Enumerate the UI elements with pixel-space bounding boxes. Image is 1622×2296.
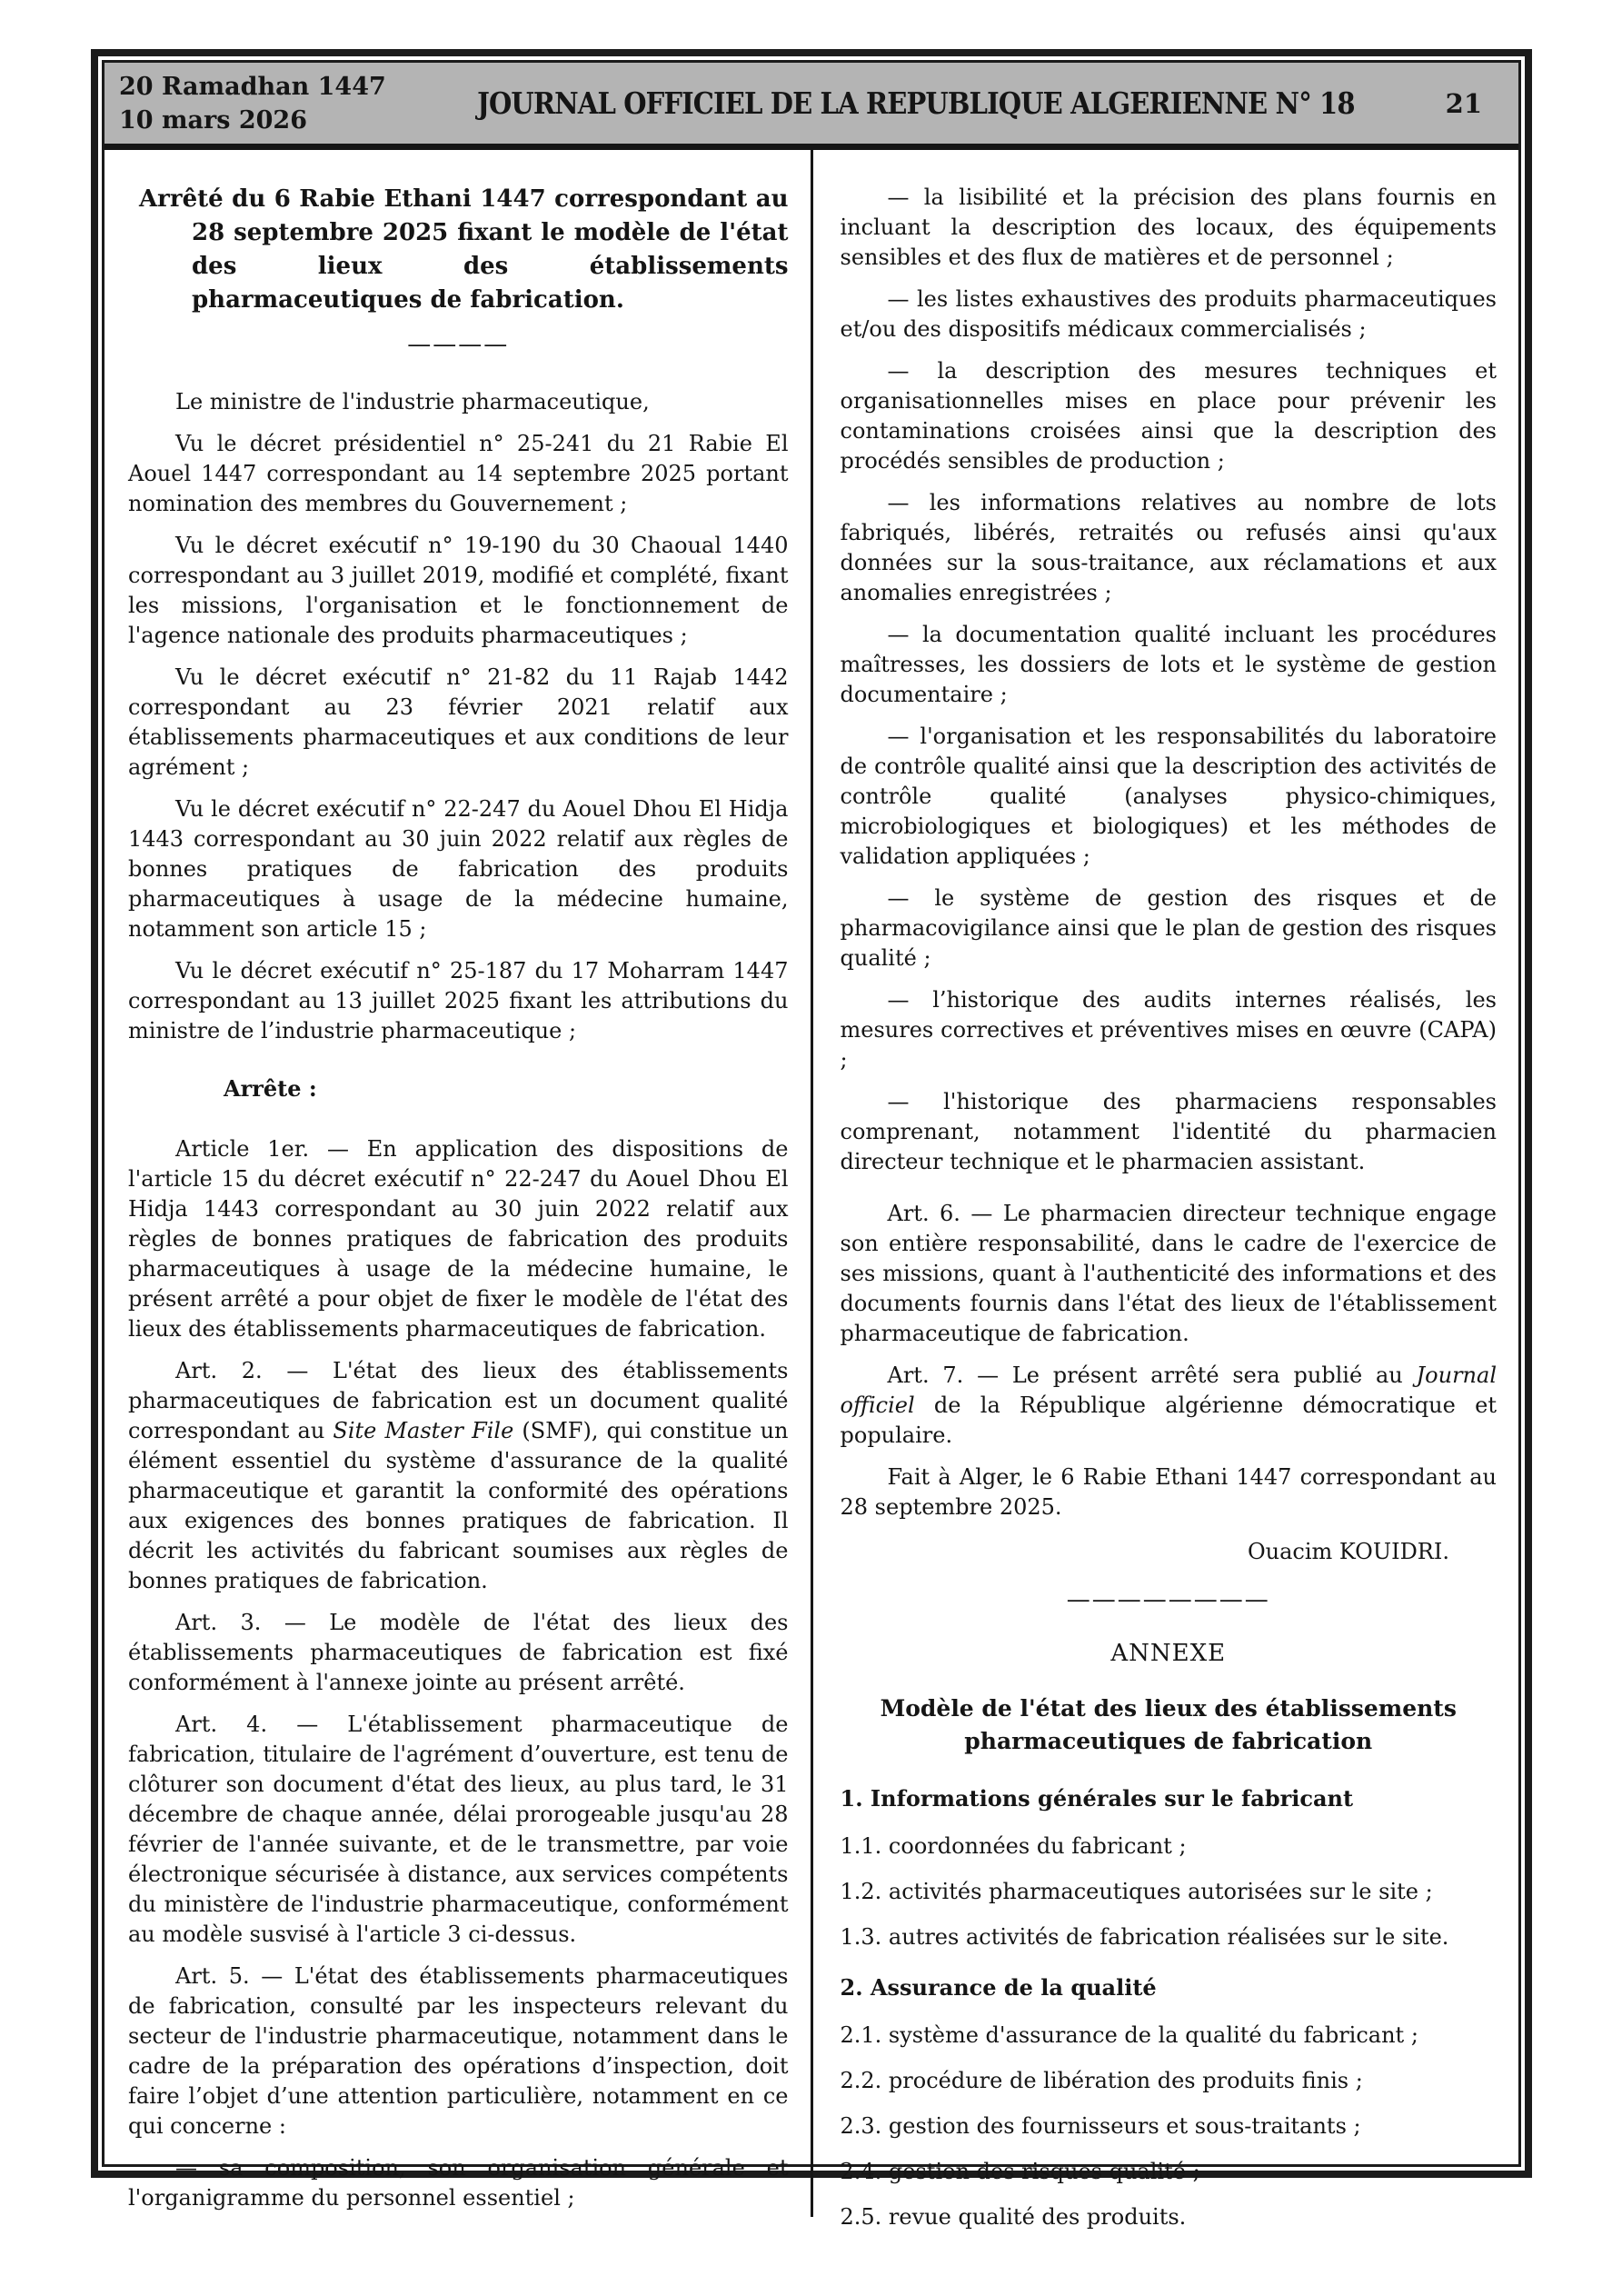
annexe-item-1-2: 1.2. activités pharmaceutiques autorisées sur le site ; xyxy=(840,1879,1433,1904)
document-body xyxy=(104,150,1518,2248)
annexe-item-1-3: 1.3. autres activités de fabrication réalisées sur le site. xyxy=(840,1924,1449,1950)
annexe-subtitle: Modèle de l'état des lieux des établissements pharmaceutiques de fabrication xyxy=(880,1695,1457,1754)
fait-paragraph: Fait à Alger, le 6 Rabie Ethani 1447 correspondant au 28 septembre 2025. xyxy=(840,1464,1497,1520)
visa-paragraph-2: Vu le décret exécutif n° 19-190 du 30 Chaoual 1440 correspondant au 3 juillet 2019, modifié et complété, fixant les missions, l'organisation et le fonctionnement de l'agence nationale des produits pharmaceutiques ; xyxy=(128,533,789,648)
article-4: Art. 4. — L'établissement pharmaceutique de fabrication, titulaire de l'agrément d’ouverture, est tenu de clôturer son document d'état des lieux, au plus tard, le 31 décembre de chaque année, délai prorogeable jusqu'au 28 février de l'année suivante, et de le transmettre, par voie électronique sécurisée à distance, aux services compétents du ministère de l'industrie pharmaceutique, conformément au modèle susvisé à l'article 3 ci-dessus. xyxy=(128,1712,789,1947)
paragraph-ministre: Le ministre de l'industrie pharmaceutique, xyxy=(175,389,650,414)
article-2-text-end: (SMF), qui constitue un élément essentiel du système d'assurance de la qualité pharmaceutique et garantit la conformité des opérations aux exigences des bonnes pratiques de fabrication. Il décrit les activités du fabricant soumises aux règles de bonnes pratiques de fabrication. xyxy=(128,1418,789,1593)
article-6: Art. 6. — Le pharmacien directeur technique engage son entière responsabilité, dans le cadre de l'exercice de ses missions, quant à l'authenticité des informations et des documents fournis dans l'état des lieux de l'établissement pharmaceutique de fabrication. xyxy=(840,1201,1497,1346)
arrete-title: Arrêté du 6 Rabie Ethani 1447 correspondant au 28 septembre 2025 fixant le modèle de l'état des lieux des établissements pharmaceutiques de fabrication. xyxy=(139,185,789,314)
dash-item-mesures: — la description des mesures techniques et organisationnelles mises en place pour prévenir les contaminations croisées ainsi que la description des procédés sensibles de production ; xyxy=(840,358,1497,474)
visa-paragraph-5: Vu le décret exécutif n° 25-187 du 17 Moharram 1447 correspondant au 13 juillet 2025 fixant les attributions du ministre de l’industrie pharmaceutique ; xyxy=(128,958,789,1043)
journal-title: JOURNAL OFFICIEL DE LA REPUBLIQUE ALGERIENNE N° 18 xyxy=(476,85,1355,121)
annexe-separator: ———————— xyxy=(1066,1586,1270,1613)
hijri-date: 20 Ramadhan 1447 xyxy=(119,72,386,101)
visa-paragraph-4: Vu le décret exécutif n° 22-247 du Aouel Dhou El Hidja 1443 correspondant au 30 juin 2022 relatif aux règles de bonnes pratiques de fabrication des produits pharmaceutiques à usage de la médecine humaine, notamment son article 15 ; xyxy=(128,796,789,942)
article-2 xyxy=(128,1356,789,1596)
annexe-item-2-3: 2.3. gestion des fournisseurs et sous-traitants ; xyxy=(840,2113,1361,2139)
dash-item-composition: — sa composition, son organisation générale et l'organigramme du personnel essentiel ; xyxy=(128,2155,789,2211)
article-7-text-end: de la République algérienne démocratique et populaire. xyxy=(840,1393,1497,1448)
annexe-section-2-title: 2. Assurance de la qualité xyxy=(840,1974,1157,2001)
signature: Ouacim KOUIDRI. xyxy=(1247,1539,1449,1564)
page-number: 21 xyxy=(1445,87,1482,119)
header-band xyxy=(104,63,1518,150)
annexe-item-2-1: 2.1. système d'assurance de la qualité du fabricant ; xyxy=(840,2022,1418,2048)
dash-item-audits: — l’historique des audits internes réalisés, les mesures correctives et préventives mises en œuvre (CAPA) ; xyxy=(840,987,1497,1073)
title-separator: ———— xyxy=(407,331,510,358)
article-7-text: Art. 7. — Le présent arrêté sera publié au xyxy=(887,1363,1417,1388)
article-1: Article 1er. — En application des dispositions de l'article 15 du décret exécutif n° 22-247 du Aouel Dhou El Hidja 1443 correspondant au 30 juin 2022 relatif aux règles de bonnes pratiques de fabrication des produits pharmaceutiques à usage de la médecine humaine, le présent arrêté a pour objet de fixer le modèle de l'état des lieux des établissements pharmaceutiques de fabrication. xyxy=(128,1136,789,1342)
page-inner-border xyxy=(102,60,1521,2230)
annexe-item-2-5: 2.5. revue qualité des produits. xyxy=(840,2204,1187,2230)
page-frame xyxy=(91,49,1532,2230)
dash-item-organisation: — l'organisation et les responsabilités du laboratoire de contrôle qualité ainsi que la description des activités de contrôle qualité (analyses physico-chimiques, microbiologiques et biologiques) et les méthodes de validation appliquées ; xyxy=(840,724,1497,869)
article-7-italic-term: Journal officiel xyxy=(840,1363,1497,1418)
annexe-item-2-4: 2.4. gestion des risques qualité ; xyxy=(840,2159,1200,2184)
right-column xyxy=(813,150,1519,2248)
annexe-item-2-2: 2.2. procédure de libération des produits finis ; xyxy=(840,2068,1363,2093)
header-dates xyxy=(119,70,386,137)
visa-paragraph-1: Vu le décret présidentiel n° 25-241 du 21 Rabie El Aouel 1447 correspondant au 14 septembre 2025 portant nomination des membres du Gouvernement ; xyxy=(128,431,789,516)
dash-item-listes: — les listes exhaustives des produits pharmaceutiques et/ou des dispositifs médicaux commercialisés ; xyxy=(840,286,1497,342)
arrete-heading: Arrête : xyxy=(224,1075,317,1102)
dash-item-risques: — le système de gestion des risques et de pharmacovigilance ainsi que le plan de gestion des risques qualité ; xyxy=(840,885,1497,971)
annexe-section-1-title: 1. Informations générales sur le fabricant xyxy=(840,1785,1354,1812)
left-column xyxy=(104,150,811,2248)
article-7 xyxy=(841,1361,1498,1451)
article-2-italic-term: Site Master File xyxy=(333,1418,514,1443)
article-2-text: Art. 2. — L'état des lieux des établissements pharmaceutiques de fabrication est un document qualité correspondant au xyxy=(128,1358,789,1443)
gregorian-date: 10 mars 2026 xyxy=(119,105,308,135)
dash-item-lisibilite: — la lisibilité et la précision des plans fournis en incluant la description des locaux, des équipements sensibles et des flux de matières et de personnel ; xyxy=(840,185,1497,270)
annexe-title: ANNEXE xyxy=(1110,1640,1227,1667)
article-3: Art. 3. — Le modèle de l'état des lieux des établissements pharmaceutiques de fabrication est fixé conformément à l'annexe jointe au présent arrêté. xyxy=(128,1610,789,1695)
visa-paragraph-3: Vu le décret exécutif n° 21-82 du 11 Rajab 1442 correspondant au 23 février 2021 relatif aux établissements pharmaceutiques et aux conditions de leur agrément ; xyxy=(128,664,789,780)
article-5: Art. 5. — L'état des établissements pharmaceutiques de fabrication, consulté par les inspecteurs relevant du secteur de l'industrie pharmaceutique, notamment dans le cadre de la préparation des opérations d’inspection, doit faire l’objet d’une attention particulière, notamment en ce qui concerne : xyxy=(128,1963,789,2139)
dash-item-informations: — les informations relatives au nombre de lots fabriqués, libérés, retraités ou refusés ainsi qu'aux données sur la sous-traitance, aux réclamations et aux anomalies enregistrées ; xyxy=(840,490,1497,605)
annexe-item-1-1: 1.1. coordonnées du fabricant ; xyxy=(840,1833,1187,1859)
dash-item-documentation: — la documentation qualité incluant les procédures maîtresses, les dossiers de lots et le système de gestion documentaire ; xyxy=(840,622,1497,707)
dash-item-pharmaciens: — l'historique des pharmaciens responsables comprenant, notamment l'identité du pharmacien directeur technique et le pharmacien assistant. xyxy=(840,1089,1497,1174)
